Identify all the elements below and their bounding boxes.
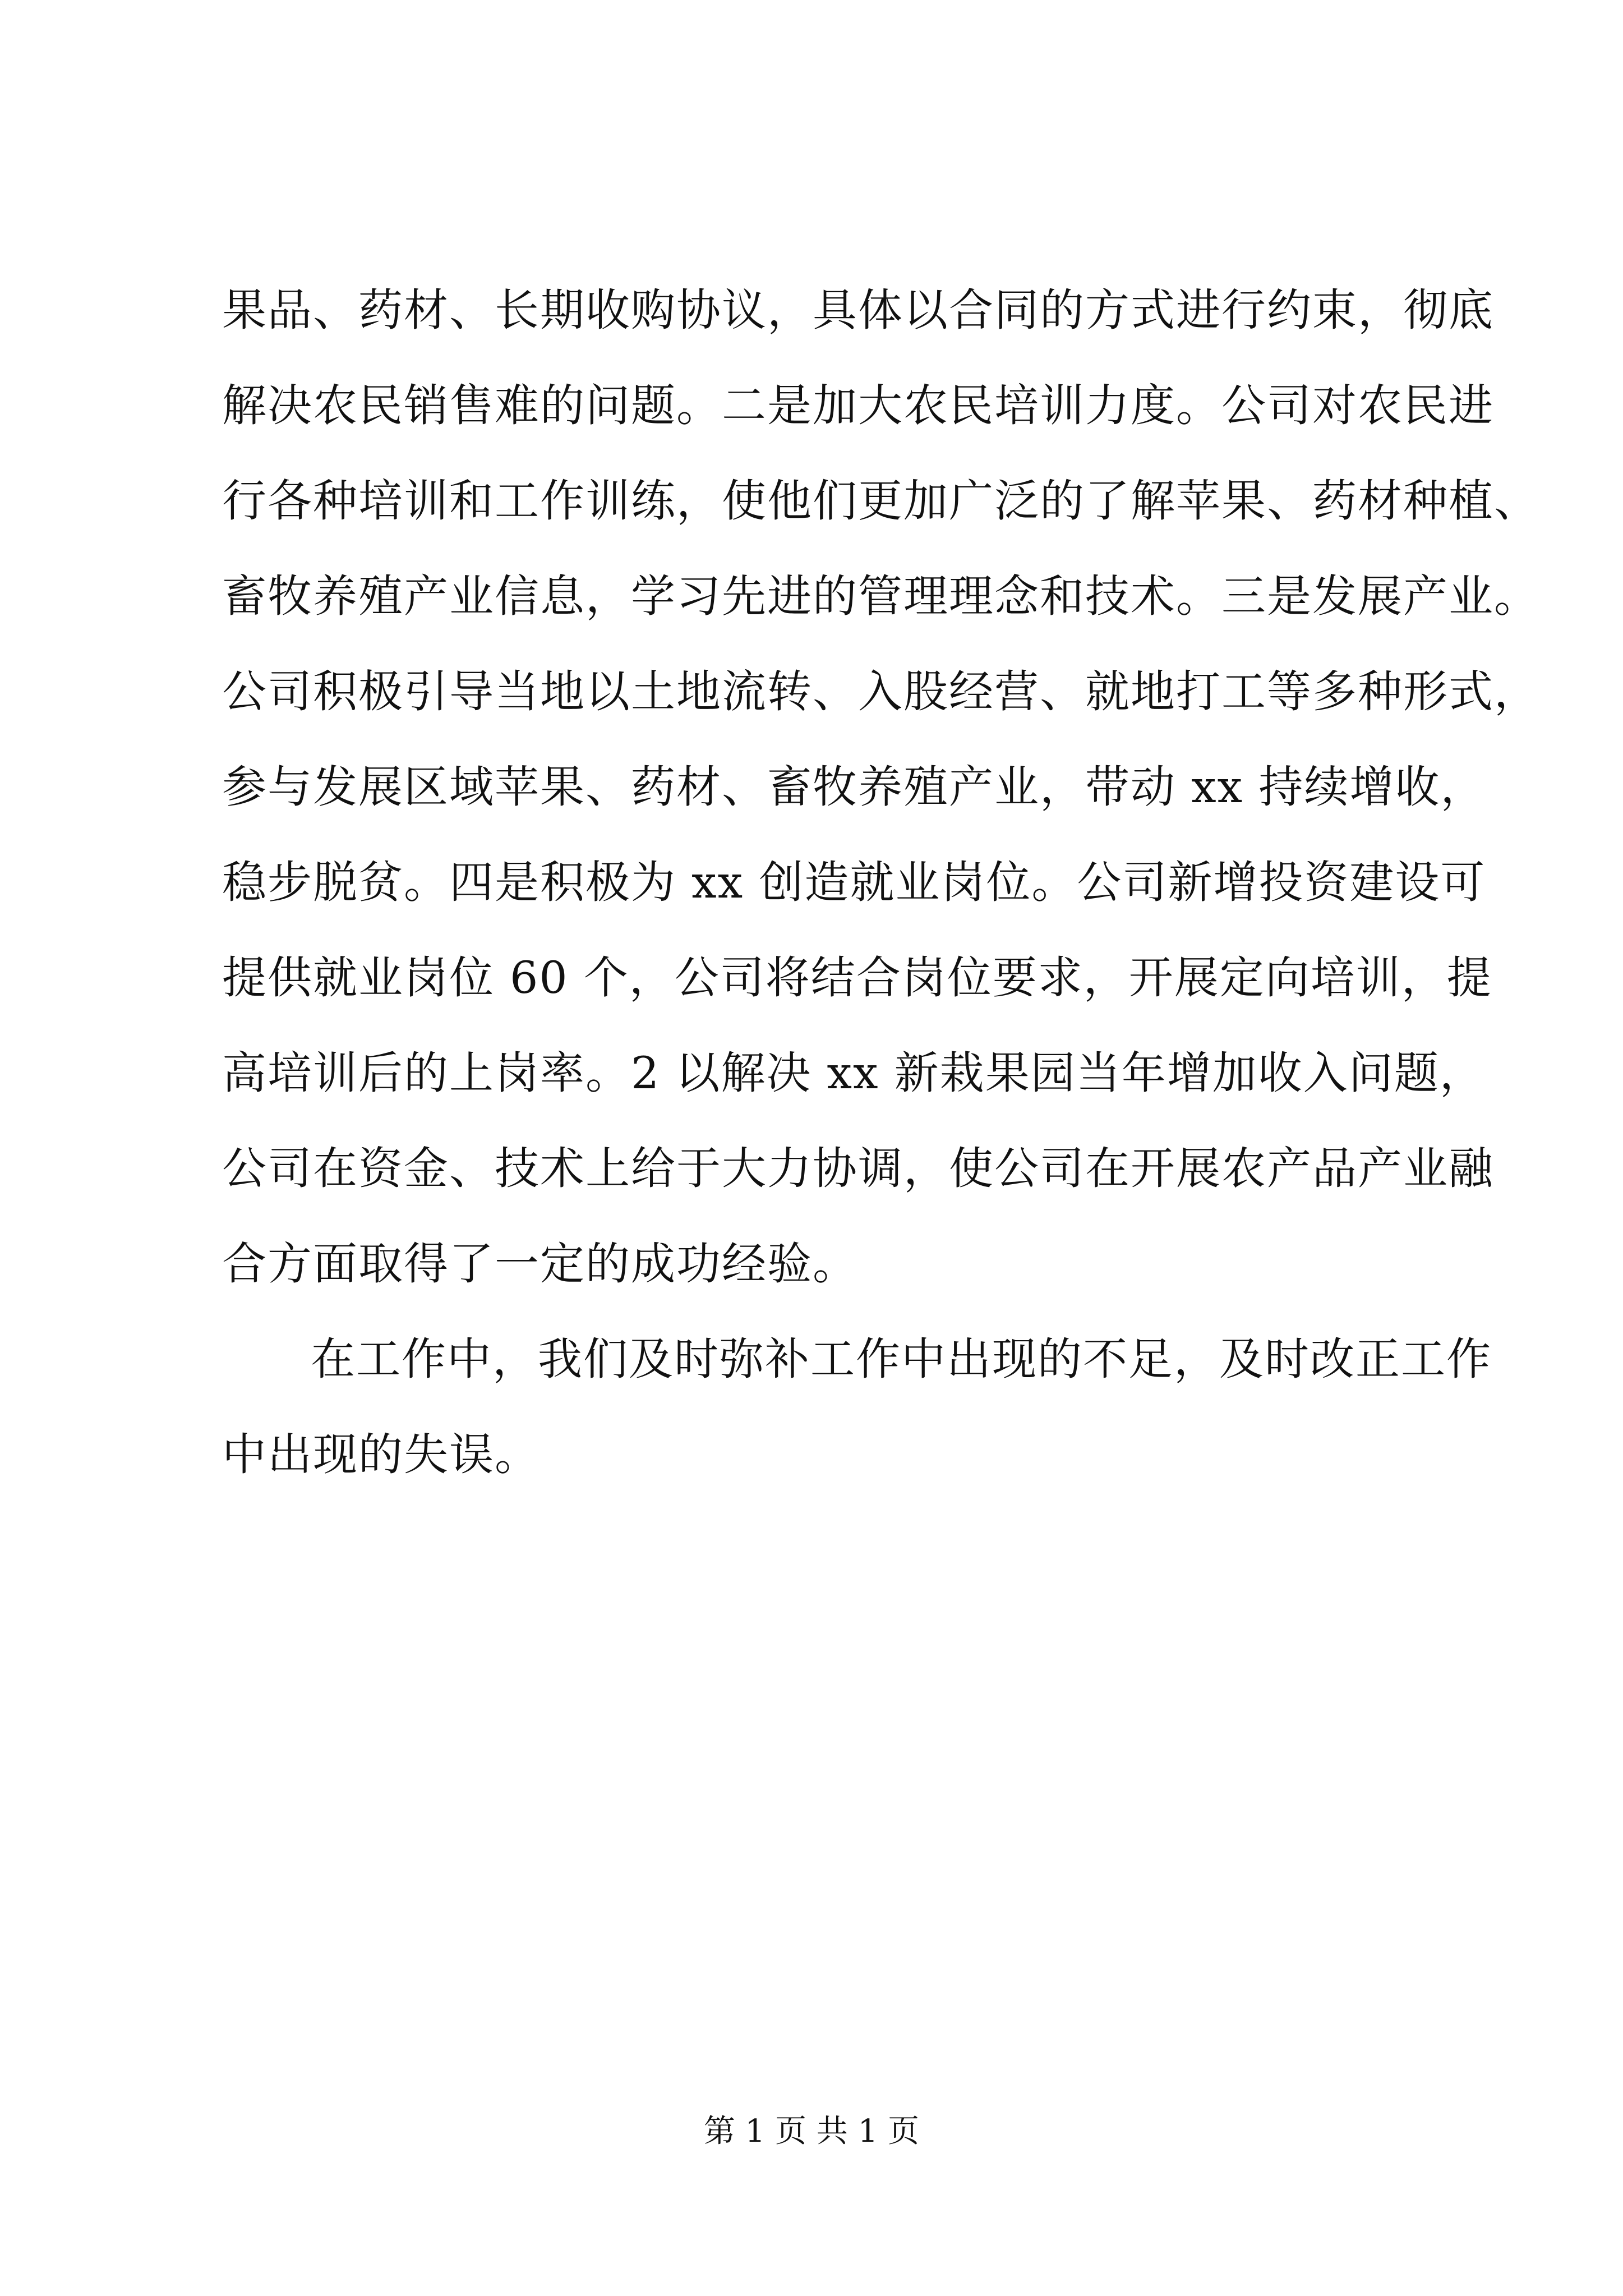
page-number-footer: 第 1 页 共 1 页 xyxy=(703,2113,920,2150)
paragraph-1-line-8: 提供就业岗位 60 个，公司将结合岗位要求，开展定向培训，提 xyxy=(222,952,1492,1004)
paragraph-1-line-2: 解决农民销售难的问题。二是加大农民培训力度。公司对农民进 xyxy=(222,380,1494,431)
paragraph-1-line-7: 稳步脱贫。四是积极为 xx 创造就业岗位。公司新增投资建设可 xyxy=(222,857,1486,908)
paragraph-2-line-1: 在工作中，我们及时弥补工作中出现的不足，及时改正工作 xyxy=(311,1333,1492,1385)
paragraph-1-line-10: 公司在资金、技术上给于大力协调，使公司在开展农产品产业融 xyxy=(222,1143,1494,1194)
paragraph-1-line-4: 畜牧养殖产业信息，学习先进的管理理念和技术。三是发展产业。 xyxy=(222,570,1539,622)
paragraph-1-line-6: 参与发展区域苹果、药材、畜牧养殖产业，带动 xx 持续增收， xyxy=(222,761,1486,813)
paragraph-1-line-9: 高培训后的上岗率。2 以解决 xx 新栽果园当年增加收入问题， xyxy=(222,1047,1485,1099)
paragraph-1-line-1: 果品、药材、长期收购协议，具体以合同的方式进行约束，彻底 xyxy=(222,284,1494,336)
paragraph-2-line-2: 中出现的失误。 xyxy=(222,1429,540,1480)
paragraph-1-line-5: 公司积极引导当地以土地流转、入股经营、就地打工等多种形式， xyxy=(222,666,1539,717)
document-body xyxy=(222,263,1539,1502)
paragraph-1-line-3: 行各种培训和工作训练，使他们更加广泛的了解苹果、药材种植、 xyxy=(222,475,1539,527)
paragraph-1-line-11: 合方面取得了一定的成功经验。 xyxy=(222,1238,858,1290)
